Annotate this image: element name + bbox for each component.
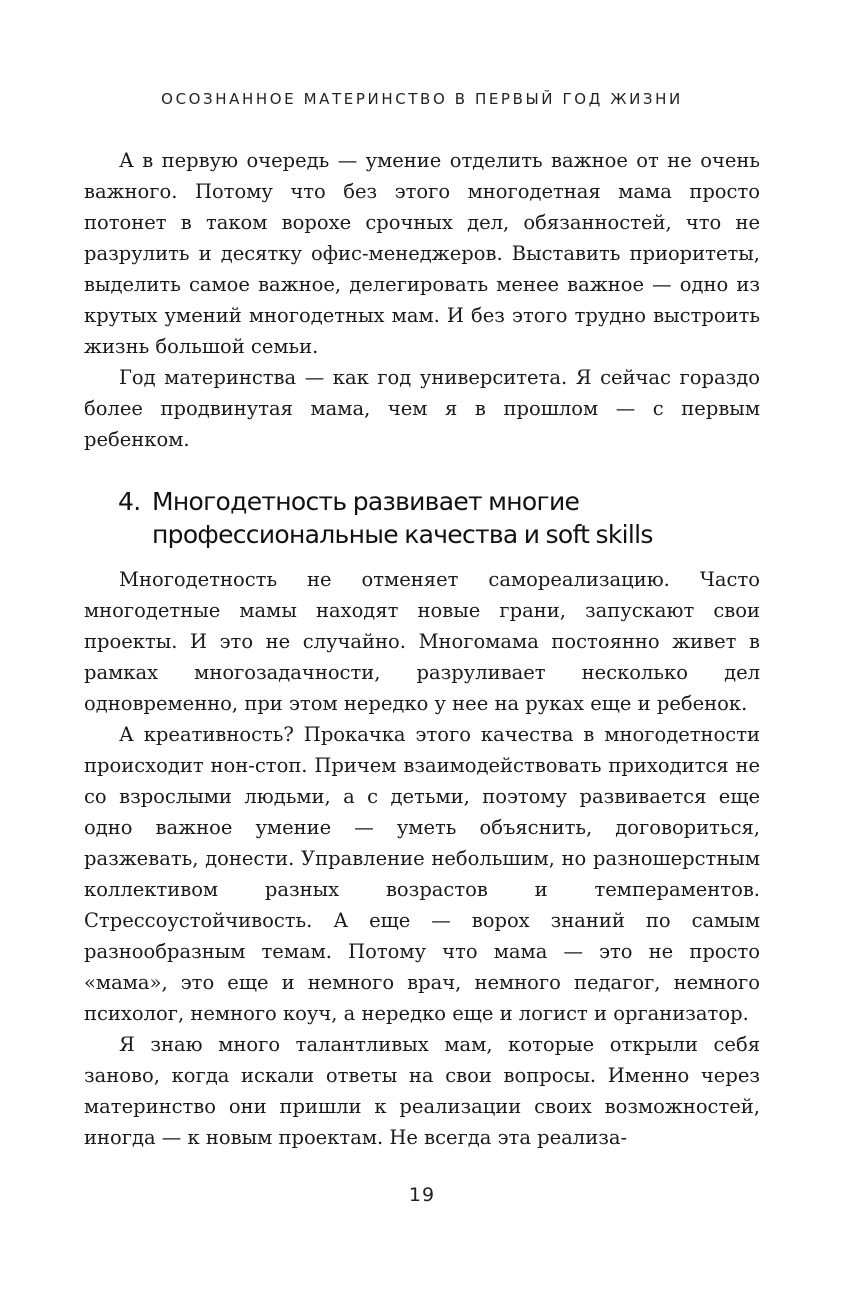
section-title-line-1: Многодетность развивает многие [152, 487, 580, 516]
section-title-line-2: профессиональные качества и soft skills [152, 520, 653, 549]
paragraph: Я знаю много талантливых мам, которые открыли себя заново, когда искали ответы на свои вопросы. Именно через материнство они пришли к реализации своих возможностей, иногда — к новым проектам. Не всегда эта реализа- [84, 1033, 760, 1149]
paragraph: Год материнства — как год университета. Я сейчас гораздо более продвинутая мама, чем я в прошлом — с первым ребенком. [84, 366, 760, 451]
page-number: 19 [408, 1184, 436, 1206]
paragraph: А в первую очередь — умение отделить важное от не очень важного. Потому что без этого многодетная мама просто потонет в таком ворохе срочных дел, обязанностей, что не разрулить и десятку офис-менеджеров. Выставить приоритеты, выделить самое важное, делегировать менее важное — одно из крутых умений многодетных мам. И без этого трудно выстроить жизнь большой семьи. [84, 149, 760, 358]
body-text-top [84, 145, 760, 455]
paragraph: Многодетность не отменяет самореализацию. Часто многодетные мамы находят новые грани, запускают свои проекты. И это не случайно. Многомама постоянно живет в рамках многозадачности, разруливает несколько дел одновременно, при этом нередко у нее на руках еще и ребенок. [84, 568, 760, 715]
section-number: 4. [118, 487, 141, 516]
body-text-bottom [84, 564, 760, 1153]
section-heading [118, 485, 718, 551]
paragraph: А креативность? Прокачка этого качества в многодетности происходит нон-стоп. Причем взаимодействовать приходится не со взрослыми людьми, а с детьми, поэтому развивается еще одно важное умение — уметь объяснить, договориться, разжевать, донести. Управление небольшим, но разношерстным коллективом разных возрастов и темпераментов. Стрессоустойчивость. А еще — ворох знаний по самым разнообразным темам. Потому что мама — это не просто «мама», это еще и немного врач, немного педагог, немного психолог, немного коуч, а нередко еще и логист и организатор. [84, 723, 760, 1025]
running-header: ОСОЗНАННОЕ МАТЕРИНСТВО В ПЕРВЫЙ ГОД ЖИЗНИ [161, 90, 683, 108]
